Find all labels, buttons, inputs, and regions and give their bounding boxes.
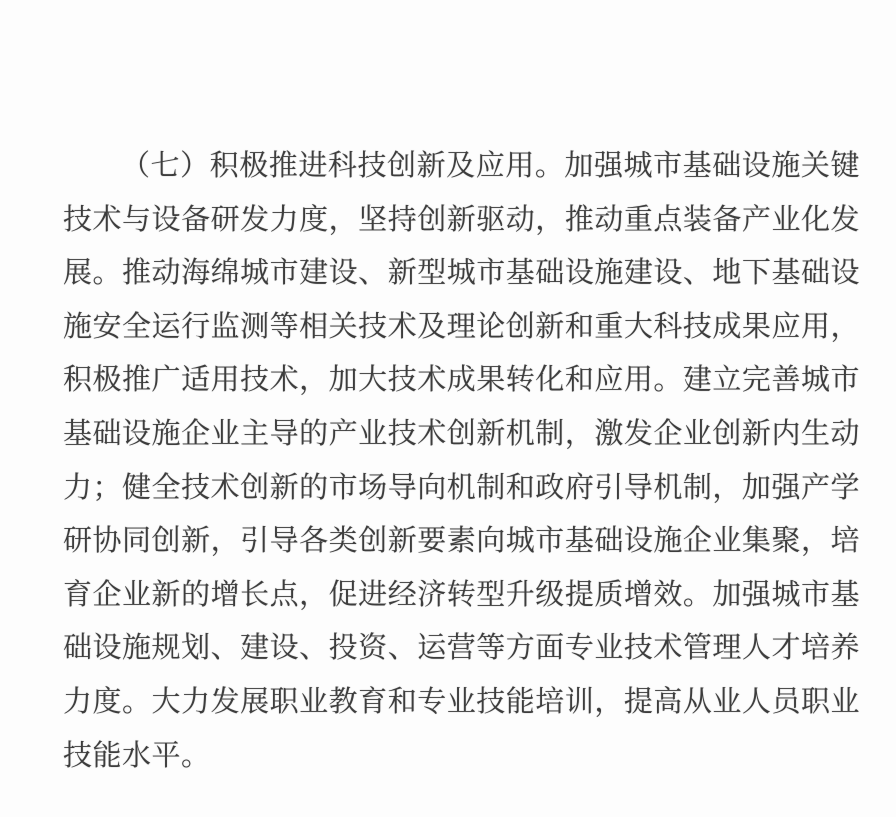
paragraph-line-5: 积极推广适用技术，加大技术成果转化和应用。建立完善城市: [63, 364, 860, 397]
paragraph-line-2: 技术与设备研发力度，坚持创新驱动，推动重点装备产业化发: [63, 203, 860, 236]
paragraph-line-3: 展。推动海绵城市建设、新型城市基础设施建设、地下基础设: [63, 257, 860, 290]
body-paragraph: [63, 140, 860, 783]
paragraph-line-8: 研协同创新，引导各类创新要素向城市基础设施企业集聚，培: [63, 525, 860, 558]
paragraph-line-4: 施安全运行监测等相关技术及理论创新和重大科技成果应用，: [63, 310, 860, 343]
paragraph-line-6: 基础设施企业主导的产业技术创新机制，激发企业创新内生动: [63, 417, 860, 450]
paragraph-line-7: 力；健全技术创新的市场导向机制和政府引导机制，加强产学: [63, 471, 860, 504]
paragraph-line-9: 育企业新的增长点，促进经济转型升级提质增效。加强城市基: [63, 578, 860, 611]
paragraph-line-12: 技能水平。: [63, 739, 211, 772]
paragraph-line-10: 础设施规划、建设、投资、运营等方面专业技术管理人才培养: [63, 632, 860, 665]
paragraph-line-11: 力度。大力发展职业教育和专业技能培训，提高从业人员职业: [63, 685, 860, 718]
paragraph-line-1: （七）积极推进科技创新及应用。加强城市基础设施关键: [121, 150, 860, 182]
